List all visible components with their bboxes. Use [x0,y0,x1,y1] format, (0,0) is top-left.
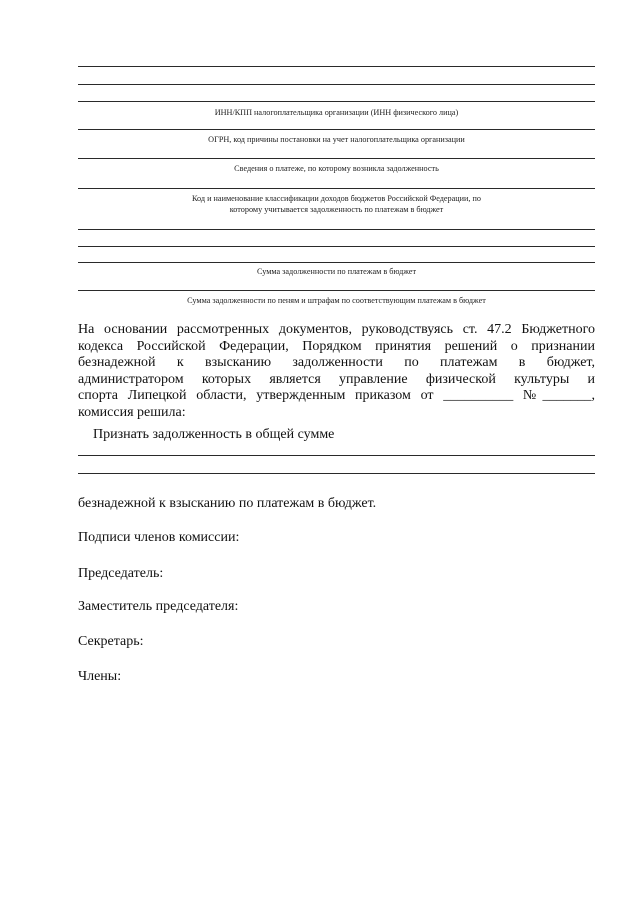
classification-caption-line2: которому учитывается задолженность по платежам в бюджет [229,205,444,214]
hopeless-debt-text: безнадежной к взысканию по платежам в бюджет. [78,496,377,511]
ogrn-caption: ОГРН, код причины постановки на учет налогоплательщика организации [208,135,465,144]
decision-line: безнадежной к взысканию задолженности по платежам в бюджет, [78,355,595,370]
amount-blank-line [78,473,595,474]
decision-line: комиссия решила: [78,404,186,420]
blank-line [78,188,595,189]
blank-line [78,66,595,67]
inn-caption: ИНН/КПП налогоплательщика организации (ИНН физического лица) [214,108,459,117]
secretary-label: Секретарь: [78,634,144,649]
recognize-debt-text: Признать задолженность в общей сумме [93,427,335,442]
blank-line [78,129,595,130]
decision-line: кодекса Российской Федерации, Порядком принятия решений о признании [78,338,595,354]
signatures-title: Подписи членов комиссии: [78,530,240,545]
decision-line: спорта Липецкой области, утвержденным приказом от __________ №_______, [78,388,595,403]
classification-caption-line1: Код и наименование классификации доходов бюджетов Российской Федерации, по [192,194,481,203]
decision-line: На основании рассмотренных документов, руководствуясь ст. 47.2 Бюджетного [78,322,595,337]
blank-line [78,229,595,230]
amount-blank-line [78,455,595,456]
members-label: Члены: [78,669,122,684]
decision-line: администратором которых является управление физической культуры и [78,371,595,387]
blank-line [78,101,595,102]
decision-paragraph [78,322,595,421]
blank-line [78,290,595,291]
payment-info-caption: Сведения о платеже, по которому возникла задолженность [234,164,439,173]
blank-line [78,158,595,159]
blank-line [78,262,595,263]
blank-line [78,84,595,85]
debt-sum-caption: Сумма задолженности по платежам в бюджет [256,267,417,276]
deputy-chairman-label: Заместитель председателя: [78,599,239,614]
chairman-label: Председатель: [78,566,164,581]
penalty-sum-caption: Сумма задолженности по пеням и штрафам по соответствующим платежам в бюджет [187,296,486,305]
blank-line [78,246,595,247]
